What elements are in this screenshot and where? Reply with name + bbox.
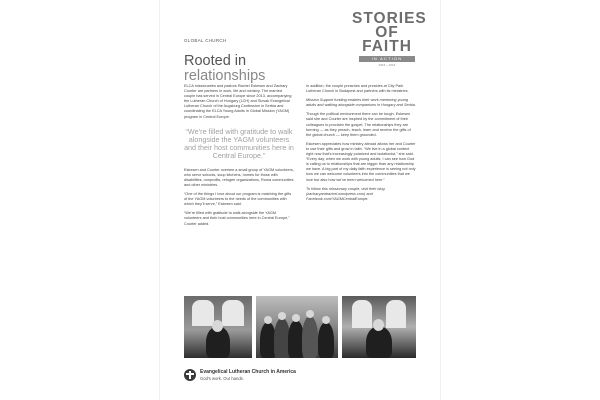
logo-line-2: OF FAITH (362, 24, 412, 55)
org-tagline: God’s work. Our hands. (200, 376, 244, 381)
paragraph-italic: Mission Support funding enables their work mentoring young adults and walking alongside companions in Hungary and Serbia. (306, 98, 416, 108)
photo-pastor-preaching (184, 296, 252, 358)
document-page (160, 0, 440, 400)
paragraph: “One of the things I love about our program is matching the gifts of the YAGM volunteers to the needs of the communities with which they’ll serve,” Eskesen said. (184, 192, 292, 207)
article-title (184, 54, 314, 84)
column-left (184, 84, 294, 231)
logo-years: 2015 – 2016 (378, 63, 396, 67)
stories-of-faith-logo (352, 10, 427, 67)
title-line-2: relationships (184, 67, 266, 84)
paragraph: “We’re filled with gratitude to walk alongside the YAGM volunteers and their host communities here in Central Europe,” Courter added. (184, 211, 290, 226)
photo-pastor-altar (342, 296, 416, 358)
section-eyebrow: GLOBAL CHURCH (184, 38, 227, 43)
paragraph: ELCA missionaries and pastors Rachel Eskesen and Zachary Courter are partners in work, life and ministry. The married couple has served in Central Europe since 2013, accompanying the Lutheran Church of Hungary (LCH) and Slovak Evangelical Lutheran Church of the Augsburg Confession in Serbia and coordinating the ELCA Young Adults in Global Mission (YAGM) program in Central Europe. (184, 84, 292, 119)
paragraph: Eskesen and Courter oversee a small group of YAGM volunteers, who serve schools, soup kitchens, homes for those with disabilities, nonprofits, refugee organizations, Roma communities and other ministries. (184, 167, 294, 187)
logo-tag: IN ACTION (359, 56, 415, 62)
elca-cross-icon (184, 369, 196, 381)
column-right (306, 84, 416, 206)
paragraph: Though the political environment there can be tough, Eskesen said she and Courter are inspired by the commitment of their colleagues to proclaim the gospel. The relationships they are forming — as they preach, teach, learn and receive the gifts of the global church — keep them grounded. (306, 112, 411, 137)
org-name: Evangelical Lutheran Church in America (200, 369, 296, 375)
logo-line-1: STORIES (352, 10, 427, 27)
paragraph: Eskesen appreciates how ministry abroad allows her and Courter to use their gifts and grow in faith. “We live in a global context right now that’s increasingly polarized and isolationist,” she said. “Every day, when we work with young adults, I can see how God is calling us to relationships that are bigger than any relationship we have. A big part of my daily faith experience is seeing not only how we can welcome volunteers into the communities that we love but also how we’ve been welcomed here.” (306, 141, 416, 182)
pull-quote: “We’re filled with gratitude to walk alongside the YAGM volunteers and their host communities here in Central Europe.” (184, 126, 294, 160)
photo-group (256, 296, 338, 358)
paragraph-italic: To follow this missionary couple, visit their blog (zacharyandrachel.wordpress.com) and Facebook.com/YAGMCentralEurope. (306, 186, 385, 201)
paragraph: In addition, the couple preaches and presides at City Park Lutheran Church in Budapest and partners with its ministries. (306, 84, 409, 94)
title-line-1: Rooted in (184, 52, 247, 69)
footer (184, 368, 384, 386)
photo-strip (184, 296, 416, 358)
